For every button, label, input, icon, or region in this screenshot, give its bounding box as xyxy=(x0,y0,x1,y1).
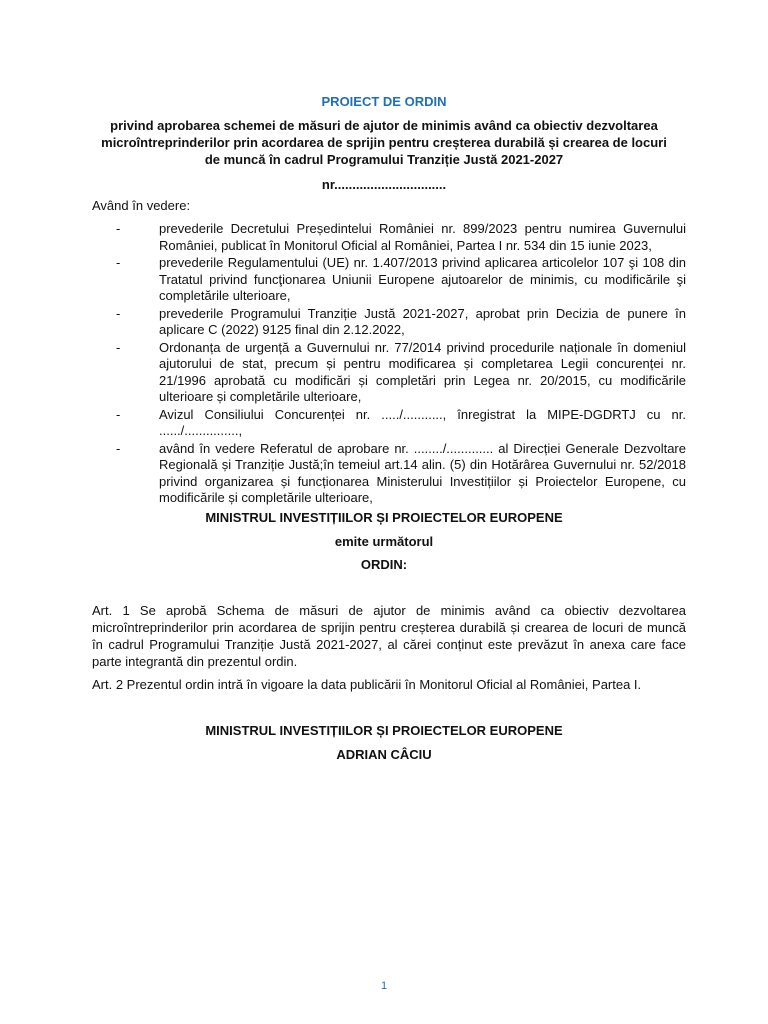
preamble-list xyxy=(92,221,686,508)
article-1: Art. 1 Se aprobă Schema de măsuri de ajutor de minimis având ca obiectiv dezvoltarea microîntreprinderilor prin acordarea de sprijin pentru creșterea durabilă și crearea de locuri de muncă în cadrul Programului Tranziție Justă 2021-2027, al cărei conținut este prevăzut în anexa care face parte integrantă din prezentul ordin. xyxy=(92,603,686,669)
page-number: 1 xyxy=(380,980,388,992)
list-item-text: prevederile Decretului Președintelui României nr. 899/2023 pentru numirea Guvernului României, publicat în Monitorul Oficial al României, Partea I nr. 534 din 15 iunie 2023, xyxy=(159,221,686,253)
preamble-intro: Având în vedere: xyxy=(92,198,191,213)
list-item xyxy=(92,221,686,254)
list-item xyxy=(92,407,686,440)
list-dash: - xyxy=(116,339,121,355)
list-dash: - xyxy=(116,221,121,236)
list-item xyxy=(92,255,686,305)
list-dash: - xyxy=(116,440,121,456)
list-item-text: prevederile Programului Tranziție Justă 2021-2027, aprobat prin Decizia de punere în aplicare C (2022) 9125 final din 2.12.2022, xyxy=(159,305,686,337)
document-subtitle: privind aprobarea schemei de măsuri de ajutor de minimis având ca obiectiv dezvoltarea microîntreprinderilor prin acordarea de sprijin pentru creșterea durabilă și crearea de locuri de muncă în cadrul Programului Tranziție Justă 2021-2027 xyxy=(101,118,667,167)
list-item xyxy=(92,306,686,339)
order-number: nr............................... xyxy=(321,177,447,192)
signature-ministry: MINISTRUL INVESTIȚIILOR ȘI PROIECTELOR EUROPENE xyxy=(205,723,563,738)
list-item-text: Avizul Consiliului Concurenței nr. ...../..........., înregistrat la MIPE-DGDRTJ cu nr. ....../..............., xyxy=(159,406,686,438)
signature-name: ADRIAN CÂCIU xyxy=(336,747,432,762)
list-item xyxy=(92,441,686,507)
issuer-ministry: MINISTRUL INVESTIȚIILOR ȘI PROIECTELOR EUROPENE xyxy=(205,510,563,525)
order-heading: ORDIN: xyxy=(360,557,408,572)
list-item-text: având în vedere Referatul de aprobare nr. ......../............. al Direcției Generale Dezvoltare Regională și Tranziție Justă;în temeiul art.14 alin. (5) din Hotărârea Guvernului nr. 52/2018 privind organizarea și funcționarea Ministerului Investițiilor și Proiectelor Europene, cu modificările și completările ulterioare, xyxy=(159,440,686,505)
document-title: PROIECT DE ORDIN xyxy=(321,94,447,109)
list-item xyxy=(92,340,686,406)
list-dash: - xyxy=(116,255,121,270)
list-dash: - xyxy=(116,406,121,422)
issuer-emits: emite următorul xyxy=(334,534,434,549)
list-item-text: Ordonanța de urgență a Guvernului nr. 77/2014 privind procedurile naționale în domeniul ajutorului de stat, precum și pentru modificarea și completarea Legii concurenței nr. 21/1996 aprobată cu modificări și completări prin Legea nr. 20/2015, cu modificările ulterioare și completările ulterioare, xyxy=(159,339,686,404)
list-item-text: prevederile Regulamentului (UE) nr. 1.407/2013 privind aplicarea articolelor 107 şi 108 din Tratatul privind funcţionarea Uniunii Europene ajutoarelor de minimis, cu modificările şi completările ulterioare, xyxy=(159,255,686,303)
list-dash: - xyxy=(116,305,121,321)
article-2: Art. 2 Prezentul ordin intră în vigoare la data publicării în Monitorul Oficial al României, Partea I. xyxy=(92,677,642,692)
